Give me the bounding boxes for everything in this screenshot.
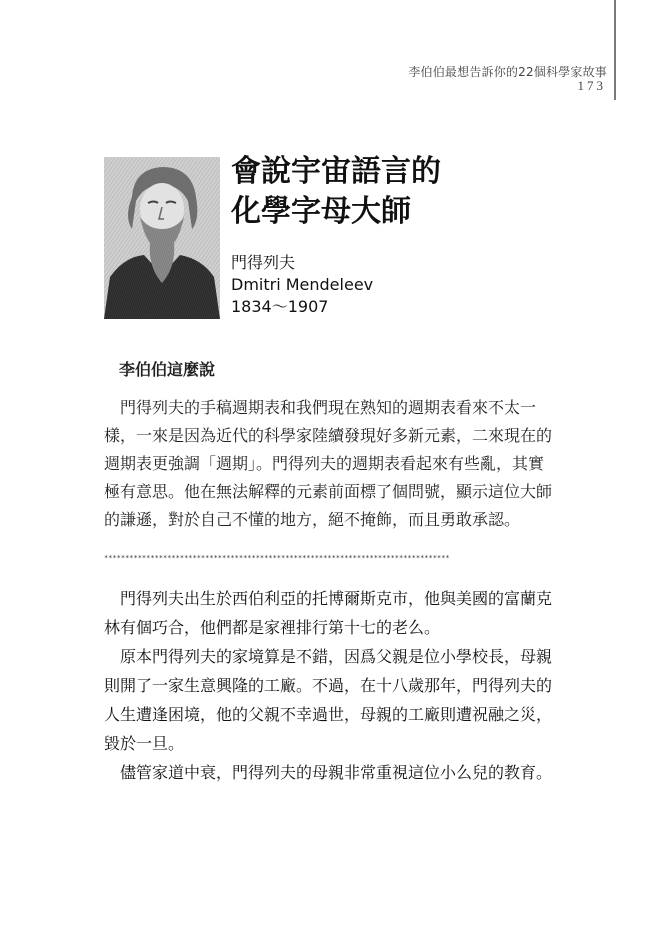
portrait-image <box>104 157 220 319</box>
asterisk-divider: ********************************************************************************** <box>104 554 450 562</box>
text-line: 儘管家道中衰，門得列夫的母親非常重視這位小么兒的教育。 <box>120 763 553 782</box>
text-line: 門得列夫出生於西伯利亞的托博爾斯克市，他與美國的富蘭克 <box>120 589 553 608</box>
margin-rule <box>614 0 616 100</box>
text-line: 極有意思。他在無法解釋的元素前面標了個問號，顯示這位大師 <box>104 482 553 501</box>
text-line: 原本門得列夫的家境算是不錯，因爲父親是位小學校長，母親 <box>120 647 553 666</box>
scientist-name-chinese: 門得列夫 <box>231 253 296 272</box>
text-line: 人生遭逢困境，他的父親不幸過世，母親的工廠則遭祝融之災， <box>104 705 553 724</box>
scientist-info <box>231 252 373 318</box>
text-line: 毀於一旦。 <box>104 734 185 753</box>
scientist-name-english: Dmitri Mendeleev <box>231 275 374 294</box>
text-line: 門得列夫的手稿週期表和我們現在熟知的週期表看來不太一 <box>120 398 537 417</box>
portrait-engraving <box>104 157 220 319</box>
body-text <box>104 584 578 787</box>
intro-heading: 李伯伯這麼說 <box>119 360 216 379</box>
running-header-title: 李伯伯最想告訴你的22個科學家故事 <box>408 65 607 79</box>
chapter-title <box>231 152 441 232</box>
text-line: 林有個巧合，他們都是家裡排行第十七的老么。 <box>104 618 441 637</box>
page-number: 173 <box>577 78 606 93</box>
text-line: 的謙遜，對於自己不懂的地方，絕不掩飾，而且勇敢承認。 <box>104 510 521 529</box>
chapter-title-line: 會說宇宙語言的 <box>231 154 441 189</box>
text-line: 樣，一來是因為近代的科學家陸續發現好多新元素，二來現在的 <box>104 426 553 445</box>
text-line: 週期表更強調「週期」。門得列夫的週期表看起來有些亂，其實 <box>104 454 545 473</box>
text-line: 則開了一家生意興隆的工廠。不過，在十八歲那年，門得列夫的 <box>104 676 553 695</box>
chapter-title-line: 化學字母大師 <box>231 194 411 229</box>
intro-paragraph <box>104 394 578 534</box>
scientist-lifespan: 1834～1907 <box>231 297 329 316</box>
